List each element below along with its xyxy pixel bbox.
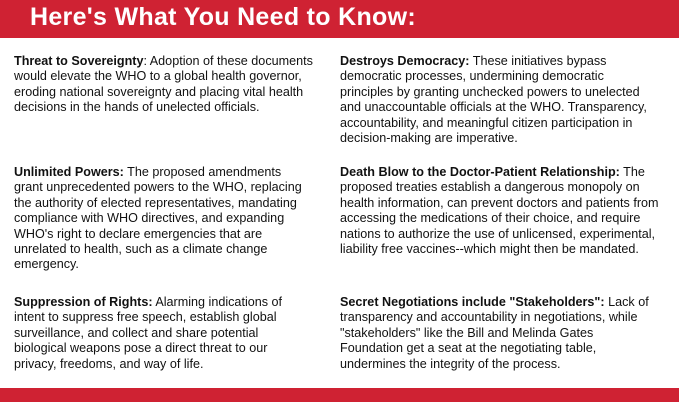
item-body: Adoption of these documents would elevate the WHO to a global health governor, eroding national sovereignty and placing vital health decisions in the hands of unelected officials. xyxy=(14,54,313,115)
content-panel xyxy=(0,38,679,388)
item-heading: Destroys Democracy: xyxy=(340,54,470,68)
page-title: Here's What You Need to Know: xyxy=(30,3,416,31)
item-secret-negotiations xyxy=(340,295,658,372)
item-body: These initiatives bypass democratic processes, undermining democratic principles by granting unchecked powers to unelected and unaccountable officials at the WHO. Transparency, accountability, and meaningful citizen participation in decision-making are imperative. xyxy=(340,54,647,146)
item-unlimited-powers xyxy=(14,165,312,273)
item-destroys-democracy xyxy=(340,54,658,146)
item-heading: Threat to Sovereignty xyxy=(14,54,144,68)
item-body: The proposed amendments grant unprecedented powers to the WHO, replacing the authority of elected representatives, mandating compliance with WHO directives, and expanding WHO's right to declare emergencies that are unrelated to health, such as a climate change emergency. xyxy=(14,165,302,272)
item-body: Lack of transparency and accountability in negotiations, while "stakeholders" like the Bill and Melinda Gates Foundation get a seat at the negotiating table, undermines the integrity of the process. xyxy=(340,295,649,371)
item-heading: Unlimited Powers: xyxy=(14,165,124,179)
item-body: Alarming indications of intent to suppress free speech, establish global surveillance, and collect and share potential biological weapons pose a direct threat to our privacy, freedoms, and way of life. xyxy=(14,295,283,371)
item-body: The proposed treaties establish a dangerous monopoly on health information, can prevent doctors and patients from accessing the medications of their choice, and require nations to authorize the use of unlicensed, experimental, liability free vaccines--which might then be mandated. xyxy=(340,165,659,257)
footer-bar xyxy=(0,388,679,402)
item-doctor-patient xyxy=(340,165,674,257)
item-heading: Suppression of Rights: xyxy=(14,295,153,309)
item-suppression-of-rights xyxy=(14,295,312,372)
item-threat-to-sovereignty: Threat to Sovereignty: Adoption of these documents would elevate the WHO to a global health governor, eroding national sovereignty and placing vital health decisions in the hands of unelected officials. xyxy=(14,54,313,115)
item-heading: Death Blow to the Doctor-Patient Relationship: xyxy=(340,165,620,179)
item-heading: Secret Negotiations include "Stakeholders": xyxy=(340,295,605,309)
header-banner xyxy=(0,0,679,38)
